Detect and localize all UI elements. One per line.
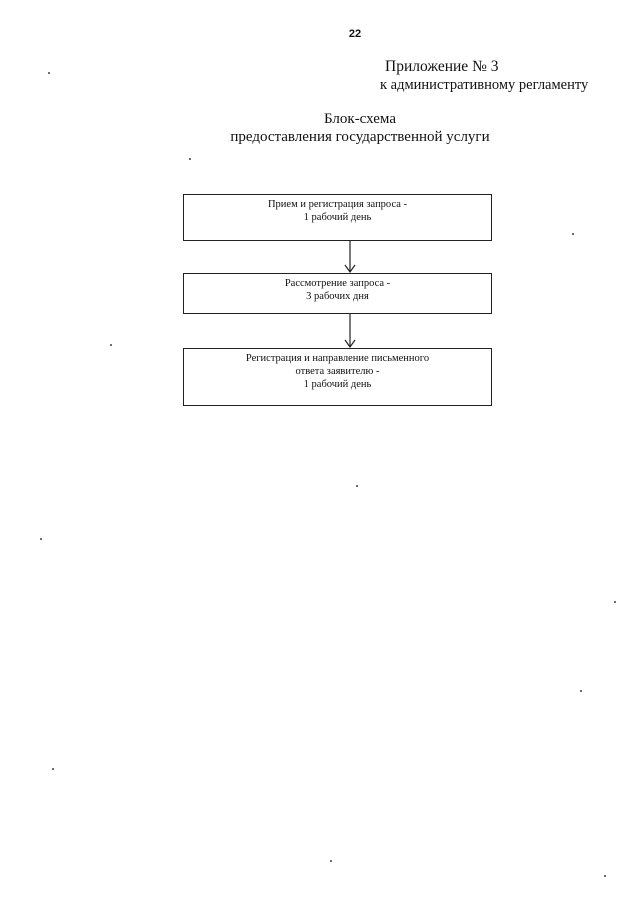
flow-step-label-cont: ответа заявителю - xyxy=(295,366,380,377)
flow-step-duration: 1 рабочий день xyxy=(303,379,372,390)
flow-step-registration xyxy=(183,194,492,241)
flow-step-label: Рассмотрение запроса - xyxy=(284,278,391,289)
scan-speck xyxy=(330,860,332,862)
flow-step-duration: 3 рабочих дня xyxy=(306,291,369,302)
scan-speck xyxy=(614,601,616,603)
scan-speck xyxy=(48,72,50,74)
scheme-title xyxy=(160,110,560,146)
scan-speck xyxy=(40,538,42,540)
scan-speck xyxy=(110,344,112,346)
scan-speck xyxy=(572,233,574,235)
scan-speck xyxy=(356,485,358,487)
page-number: 22 xyxy=(348,28,362,40)
scan-speck xyxy=(52,768,54,770)
flow-arrow-2 xyxy=(340,314,360,348)
flow-step-label: Регистрация и направление письменного xyxy=(245,353,430,364)
appendix-heading xyxy=(380,58,620,94)
flow-arrow-1 xyxy=(340,241,360,273)
appendix-reference: к административному регламенту xyxy=(380,77,589,93)
appendix-number: Приложение № 3 xyxy=(385,58,499,75)
scan-speck xyxy=(189,158,191,160)
scheme-title-line1: Блок-схема xyxy=(324,111,396,127)
scan-speck xyxy=(604,875,606,877)
scheme-title-line2: предоставления государственной услуги xyxy=(230,129,490,145)
flow-step-label: Прием и регистрация запроса - xyxy=(267,199,408,210)
flow-step-review xyxy=(183,273,492,314)
scan-speck xyxy=(580,690,582,692)
flow-step-duration: 1 рабочий день xyxy=(303,212,372,223)
flow-step-response xyxy=(183,348,492,406)
